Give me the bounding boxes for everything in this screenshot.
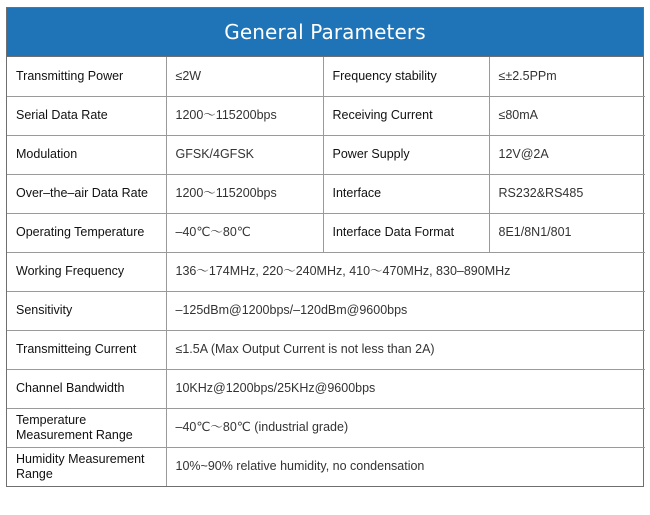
param-label-working-frequency: Working Frequency bbox=[7, 252, 166, 291]
table-row bbox=[7, 252, 645, 291]
param-value-temperature-range: –40℃～80℃ (industrial grade) bbox=[166, 408, 645, 447]
table-row bbox=[7, 213, 645, 252]
param-label-interface: Interface bbox=[323, 174, 489, 213]
param-value-interface-data-format: 8E1/8N1/801 bbox=[489, 213, 645, 252]
table-row bbox=[7, 174, 645, 213]
parameters-sheet bbox=[6, 7, 644, 487]
param-label-serial-data-rate: Serial Data Rate bbox=[7, 96, 166, 135]
param-label-humidity-range: Humidity Measurement Range bbox=[7, 447, 166, 486]
param-label-transmitting-power: Transmitting Power bbox=[7, 57, 166, 96]
param-label-air-data-rate: Over–the–air Data Rate bbox=[7, 174, 166, 213]
param-label-modulation: Modulation bbox=[7, 135, 166, 174]
param-label-sensitivity: Sensitivity bbox=[7, 291, 166, 330]
param-value-sensitivity: –125dBm@1200bps/–120dBm@9600bps bbox=[166, 291, 645, 330]
table-row bbox=[7, 447, 645, 486]
param-value-transmitting-current: ≤1.5A (Max Output Current is not less than 2A) bbox=[166, 330, 645, 369]
param-value-serial-data-rate: 1200～115200bps bbox=[166, 96, 323, 135]
param-value-frequency-stability: ≤±2.5PPm bbox=[489, 57, 645, 96]
param-label-frequency-stability: Frequency stability bbox=[323, 57, 489, 96]
param-value-receiving-current: ≤80mA bbox=[489, 96, 645, 135]
param-value-transmitting-power: ≤2W bbox=[166, 57, 323, 96]
param-value-channel-bandwidth: 10KHz@1200bps/25KHz@9600bps bbox=[166, 369, 645, 408]
table-row bbox=[7, 135, 645, 174]
table-row bbox=[7, 408, 645, 447]
param-label-channel-bandwidth: Channel Bandwidth bbox=[7, 369, 166, 408]
param-label-temperature-range: Temperature Measurement Range bbox=[7, 408, 166, 447]
param-value-operating-temperature: –40℃～80℃ bbox=[166, 213, 323, 252]
param-value-power-supply: 12V@2A bbox=[489, 135, 645, 174]
param-label-power-supply: Power Supply bbox=[323, 135, 489, 174]
table-row bbox=[7, 57, 645, 96]
param-label-transmitting-current: Transmitteing Current bbox=[7, 330, 166, 369]
param-value-air-data-rate: 1200～115200bps bbox=[166, 174, 323, 213]
param-value-modulation: GFSK/4GFSK bbox=[166, 135, 323, 174]
table-row bbox=[7, 291, 645, 330]
parameters-table bbox=[7, 57, 645, 486]
table-title: General Parameters bbox=[7, 8, 643, 57]
table-row bbox=[7, 96, 645, 135]
param-label-interface-data-format: Interface Data Format bbox=[323, 213, 489, 252]
table-row bbox=[7, 369, 645, 408]
param-value-interface: RS232&RS485 bbox=[489, 174, 645, 213]
param-label-receiving-current: Receiving Current bbox=[323, 96, 489, 135]
param-value-humidity-range: 10%~90% relative humidity, no condensation bbox=[166, 447, 645, 486]
param-value-working-frequency: 136～174MHz, 220～240MHz, 410～470MHz, 830–890MHz bbox=[166, 252, 645, 291]
param-label-operating-temperature: Operating Temperature bbox=[7, 213, 166, 252]
table-row bbox=[7, 330, 645, 369]
